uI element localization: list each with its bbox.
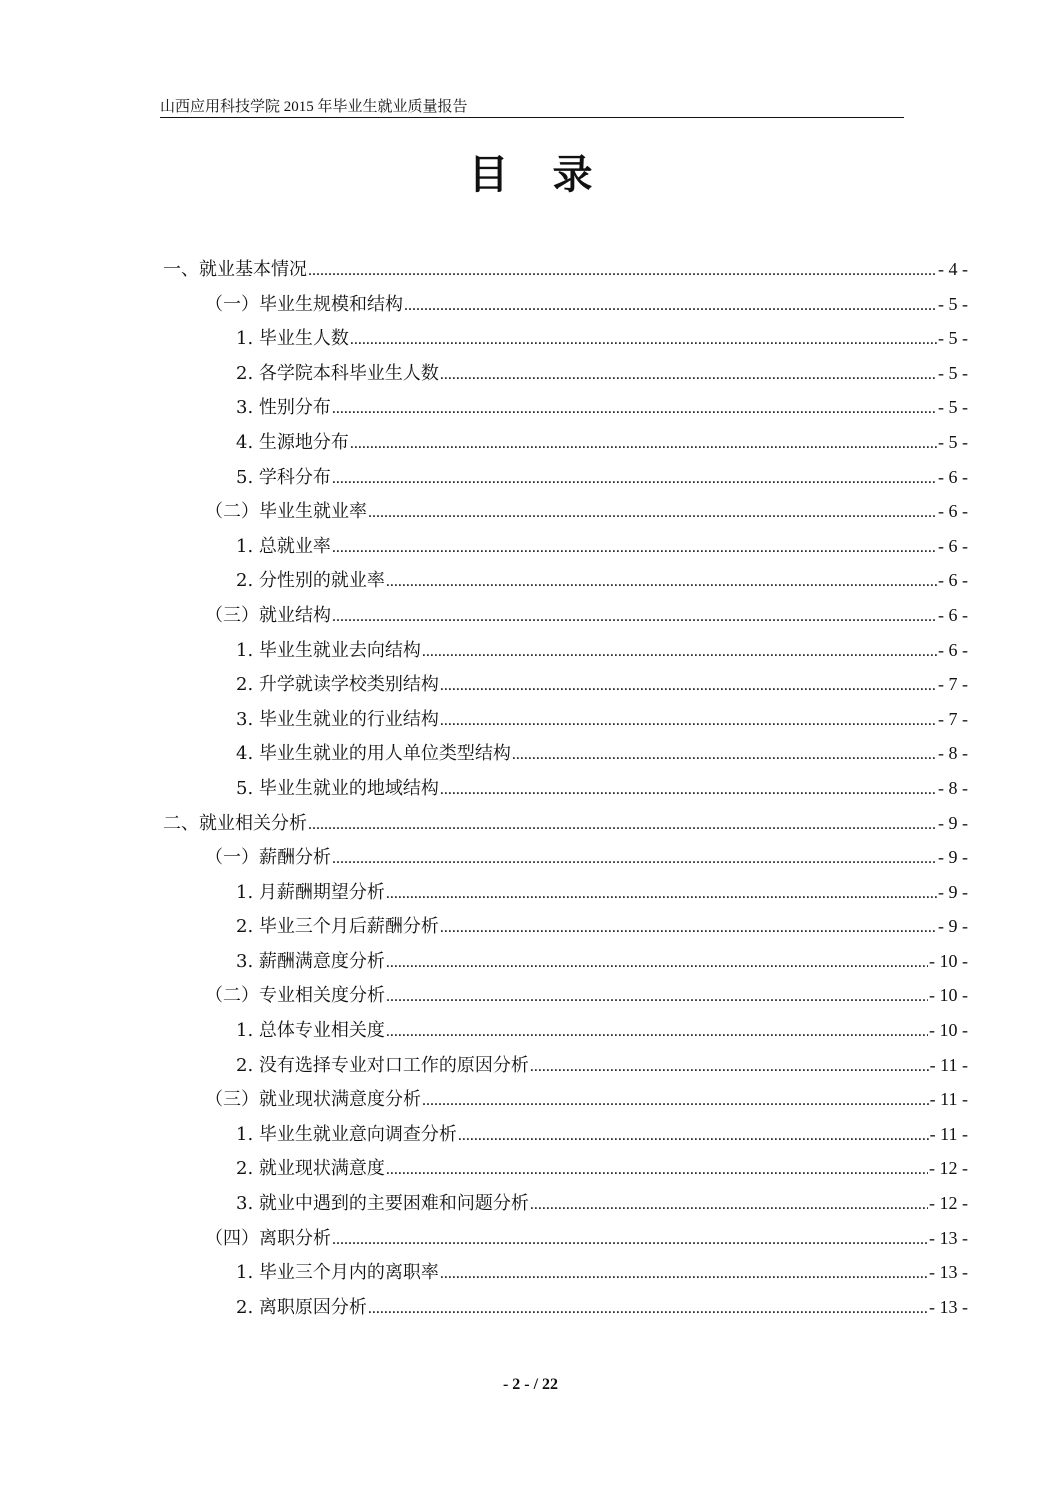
toc-entry[interactable] xyxy=(163,978,968,1013)
toc-entry-page: - 9 - xyxy=(938,847,968,868)
toc-entry-title: （三）就业现状满意度分析 xyxy=(205,1089,421,1111)
dot-leader xyxy=(440,1257,928,1292)
toc-entry-page: - 9 - xyxy=(938,916,968,937)
toc-entry-page: - 6 - xyxy=(938,604,968,625)
toc-entry[interactable] xyxy=(163,875,968,910)
dot-leader xyxy=(440,773,937,808)
toc-entry-page: - 5 - xyxy=(938,397,968,418)
toc-entry-title: 5. 学科分布 xyxy=(236,466,331,488)
dot-leader xyxy=(308,808,937,843)
toc-entry-page: - 6 - xyxy=(938,639,968,660)
toc-entry-title: 1. 毕业三个月内的离职率 xyxy=(236,1262,439,1284)
dot-leader xyxy=(530,1050,929,1085)
toc-entry-title: 2. 各学院本科毕业生人数 xyxy=(236,362,439,384)
dot-leader xyxy=(440,911,937,946)
toc-entry-page: - 4 - xyxy=(938,259,968,279)
toc-entry-title: （二）专业相关度分析 xyxy=(205,985,385,1007)
toc-entry[interactable] xyxy=(163,909,968,944)
dot-leader xyxy=(440,669,937,704)
toc-entry[interactable] xyxy=(163,529,968,564)
toc-entry[interactable] xyxy=(163,1221,968,1256)
toc-entry-title: 二、就业相关分析 xyxy=(163,812,307,834)
dot-leader xyxy=(440,358,937,393)
toc-entry-title: 2. 分性别的就业率 xyxy=(236,570,385,592)
toc-entry-page: - 11 - xyxy=(929,1089,968,1110)
toc-entry[interactable] xyxy=(163,771,968,806)
toc-entry-page: - 6 - xyxy=(938,466,968,487)
toc-entry-page: - 5 - xyxy=(938,362,968,383)
toc-entry[interactable] xyxy=(163,1290,968,1325)
dot-leader xyxy=(386,1153,928,1188)
toc-entry[interactable] xyxy=(163,321,968,356)
toc-entry-title: 1. 总体专业相关度 xyxy=(236,1020,385,1042)
dot-leader xyxy=(440,704,937,739)
toc-entry-title: 3. 薪酬满意度分析 xyxy=(236,950,385,972)
dot-leader xyxy=(422,1084,929,1119)
toc-entry-title: 3. 就业中遇到的主要困难和问题分析 xyxy=(236,1193,529,1215)
toc-entry-page: - 13 - xyxy=(929,1262,968,1283)
dot-leader xyxy=(386,946,928,981)
toc-entry[interactable] xyxy=(163,494,968,529)
toc-entry[interactable] xyxy=(163,840,968,875)
dot-leader xyxy=(332,1223,928,1258)
dot-leader xyxy=(368,496,937,531)
toc-entry-page: - 7 - xyxy=(938,674,968,695)
toc-entry-title: （四）离职分析 xyxy=(205,1227,331,1249)
toc-entry[interactable] xyxy=(163,598,968,633)
toc-entry-title: 1. 月薪酬期望分析 xyxy=(236,881,385,903)
toc-entry[interactable] xyxy=(163,390,968,425)
toc-entry-title: 1. 总就业率 xyxy=(236,535,331,557)
dot-leader xyxy=(530,1188,928,1223)
toc-entry-title: 5. 毕业生就业的地域结构 xyxy=(236,777,439,799)
toc-entry[interactable] xyxy=(163,425,968,460)
toc-entry[interactable] xyxy=(163,944,968,979)
toc-entry-page: - 10 - xyxy=(929,1020,968,1041)
page-number: - 2 - / 22 xyxy=(502,1376,559,1393)
toc-entry[interactable] xyxy=(163,1082,968,1117)
dot-leader xyxy=(386,565,937,600)
toc-entry[interactable] xyxy=(163,252,968,287)
dot-leader xyxy=(332,392,937,427)
toc-entry-page: - 10 - xyxy=(929,985,968,1006)
dot-leader xyxy=(458,1119,929,1154)
toc-entry-page: - 5 - xyxy=(938,293,968,314)
toc-entry[interactable] xyxy=(163,633,968,668)
toc-entry[interactable] xyxy=(163,702,968,737)
toc-entry[interactable] xyxy=(163,287,968,322)
toc-entry[interactable] xyxy=(163,806,968,841)
toc-entry-title: 一、就业基本情况 xyxy=(163,259,307,280)
running-header: 山西应用科技学院 2015 年毕业生就业质量报告 xyxy=(160,99,468,115)
toc-entry[interactable] xyxy=(163,1151,968,1186)
toc-entry[interactable] xyxy=(163,667,968,702)
toc-entry-title: 2. 就业现状满意度 xyxy=(236,1158,385,1180)
toc-entry[interactable] xyxy=(163,1255,968,1290)
toc-entry-page: - 9 - xyxy=(938,812,968,833)
dot-leader xyxy=(386,877,937,912)
toc-entry-page: - 5 - xyxy=(938,328,968,349)
dot-leader xyxy=(368,1292,928,1327)
toc-entry-page: - 12 - xyxy=(929,1193,968,1214)
table-of-contents xyxy=(163,252,968,1324)
toc-entry-page: - 11 - xyxy=(929,1123,968,1144)
toc-title: 目录 xyxy=(468,151,637,198)
toc-entry[interactable] xyxy=(163,1117,968,1152)
toc-entry-page: - 13 - xyxy=(929,1227,968,1248)
toc-entry-title: 2. 离职原因分析 xyxy=(236,1296,367,1318)
toc-entry-page: - 8 - xyxy=(938,743,968,764)
toc-entry-page: - 12 - xyxy=(929,1158,968,1179)
dot-leader xyxy=(350,323,937,358)
toc-entry-title: 3. 毕业生就业的行业结构 xyxy=(236,708,439,730)
toc-entry-page: - 11 - xyxy=(929,1054,968,1075)
toc-entry[interactable] xyxy=(163,460,968,495)
toc-entry-page: - 6 - xyxy=(938,535,968,556)
dot-leader xyxy=(332,600,937,635)
toc-entry-title: 4. 毕业生就业的用人单位类型结构 xyxy=(236,743,511,765)
toc-entry-title: 3. 性别分布 xyxy=(236,397,331,419)
toc-entry-title: （一）薪酬分析 xyxy=(205,847,331,869)
dot-leader xyxy=(332,842,937,877)
toc-entry-title: （一）毕业生规模和结构 xyxy=(205,293,403,315)
dot-leader xyxy=(422,635,937,670)
toc-entry-title: （三）就业结构 xyxy=(205,604,331,626)
dot-leader xyxy=(386,980,928,1015)
toc-entry-title: （二）毕业生就业率 xyxy=(205,501,367,523)
toc-entry-title: 4. 生源地分布 xyxy=(236,431,349,453)
dot-leader xyxy=(512,738,937,773)
toc-entry-title: 1. 毕业生就业去向结构 xyxy=(236,639,421,661)
dot-leader xyxy=(332,531,937,566)
toc-entry-title: 2. 升学就读学校类别结构 xyxy=(236,674,439,696)
dot-leader xyxy=(386,1015,928,1050)
toc-entry[interactable] xyxy=(163,563,968,598)
toc-entry-title: 1. 毕业生人数 xyxy=(236,328,349,350)
toc-entry-page: - 9 - xyxy=(938,881,968,902)
toc-entry[interactable] xyxy=(163,736,968,771)
toc-entry-page: - 13 - xyxy=(929,1296,968,1317)
header-divider xyxy=(160,117,904,118)
dot-leader xyxy=(350,427,937,462)
toc-entry-page: - 7 - xyxy=(938,708,968,729)
toc-entry[interactable] xyxy=(163,1186,968,1221)
dot-leader xyxy=(404,289,937,324)
toc-entry-title: 1. 毕业生就业意向调查分析 xyxy=(236,1123,457,1145)
toc-entry[interactable] xyxy=(163,356,968,391)
toc-entry[interactable] xyxy=(163,1048,968,1083)
toc-entry-page: - 10 - xyxy=(929,950,968,971)
toc-entry[interactable] xyxy=(163,1013,968,1048)
toc-entry-title: 2. 没有选择专业对口工作的原因分析 xyxy=(236,1054,529,1076)
dot-leader xyxy=(332,462,937,497)
toc-entry-page: - 8 - xyxy=(938,777,968,798)
toc-entry-page: - 5 - xyxy=(938,431,968,452)
dot-leader xyxy=(308,254,937,289)
toc-entry-page: - 6 - xyxy=(938,501,968,522)
toc-entry-title: 2. 毕业三个月后薪酬分析 xyxy=(236,916,439,938)
toc-entry-page: - 6 - xyxy=(938,570,968,591)
